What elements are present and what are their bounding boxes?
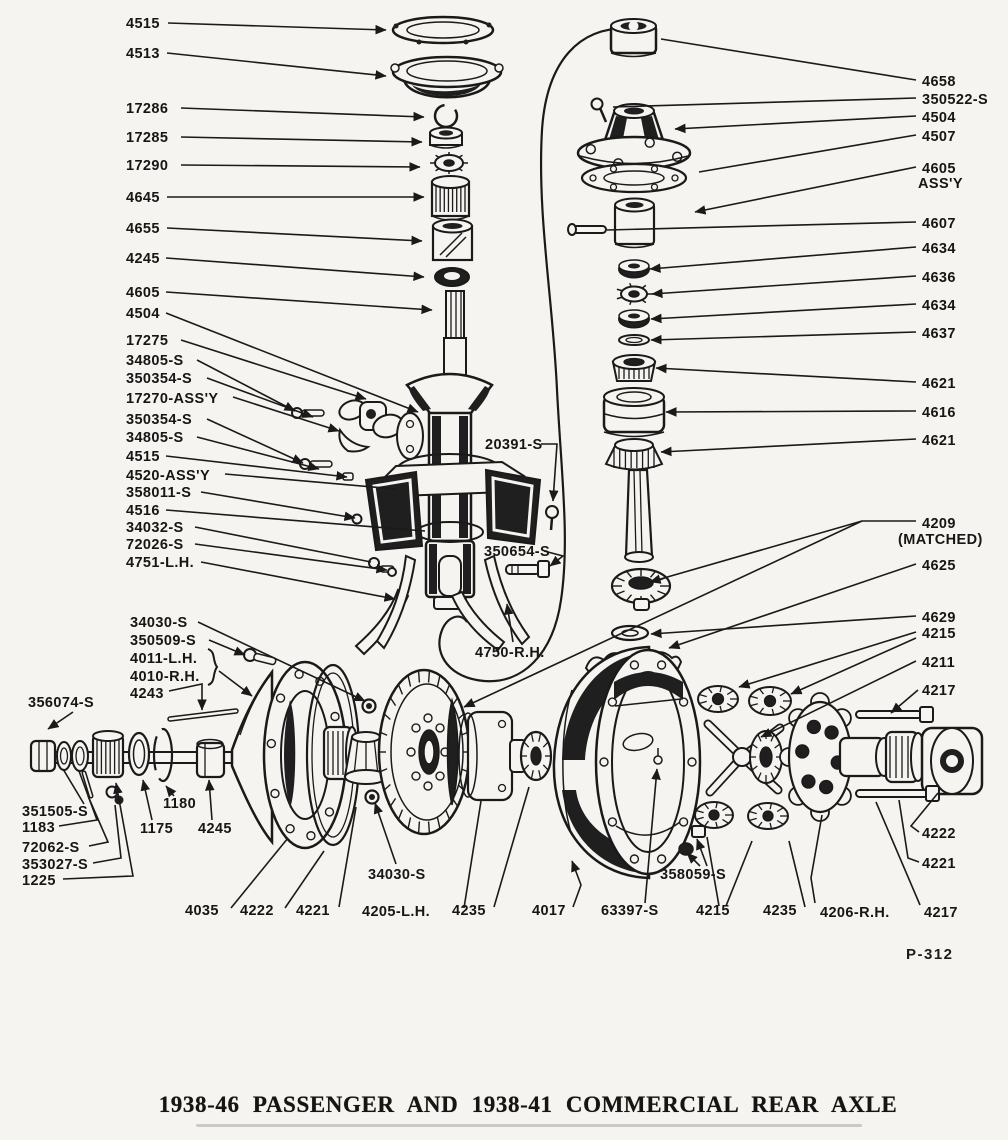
part-label: 4504 bbox=[922, 110, 956, 126]
leader-line bbox=[791, 638, 916, 694]
part-bolt-20391-drawing bbox=[546, 506, 558, 530]
part-label: 72026-S bbox=[126, 537, 184, 553]
part-label: 63397-S bbox=[601, 903, 659, 919]
part-label: 4222 bbox=[922, 826, 956, 842]
leader-line bbox=[285, 851, 324, 908]
part-axle-housing-4017-drawing bbox=[554, 647, 700, 878]
part-gasket-4515-drawing bbox=[393, 17, 493, 45]
part-nut-4634-upper-drawing bbox=[619, 260, 649, 278]
part-label: 4217 bbox=[924, 905, 958, 921]
part-label: 4655 bbox=[126, 221, 160, 237]
leader-line bbox=[651, 332, 916, 340]
leader-line bbox=[687, 853, 700, 866]
leader-line bbox=[93, 805, 121, 863]
leader-line bbox=[697, 839, 707, 866]
part-label: 4035 bbox=[185, 903, 219, 919]
part-bearing-4645-drawing bbox=[432, 176, 469, 220]
part-label: (MATCHED) bbox=[898, 532, 983, 548]
leader-line bbox=[207, 419, 303, 463]
part-cup-4616-drawing bbox=[604, 388, 664, 437]
part-gasket-oval-drawing bbox=[397, 413, 423, 459]
part-side-gears-4215-upper-drawing bbox=[698, 686, 791, 715]
part-label: 4634 bbox=[922, 241, 956, 257]
part-bushing-4655-drawing bbox=[433, 220, 472, 261]
part-label: 4504 bbox=[126, 306, 160, 322]
part-label: 20391-S bbox=[485, 437, 543, 453]
caption-title: 1938-46 PASSENGER AND 1938-41 COMMERCIAL REAR AXLE bbox=[158, 1092, 898, 1117]
part-bearing-4621-upper-drawing bbox=[613, 355, 655, 381]
leader-line bbox=[656, 368, 916, 382]
leader-line bbox=[726, 841, 752, 906]
leader-line bbox=[167, 228, 422, 241]
part-snap-ring-17286-drawing bbox=[435, 105, 457, 127]
part-label: 4637 bbox=[922, 326, 956, 342]
part-label: 34032-S bbox=[126, 520, 184, 536]
leader-line bbox=[181, 108, 424, 117]
part-bearing-4221-right-drawing bbox=[886, 732, 925, 782]
part-spacer-4245-drawing bbox=[197, 740, 224, 778]
part-label: 358059-S bbox=[660, 867, 727, 883]
part-washer-4636-drawing bbox=[617, 283, 653, 304]
leader-line bbox=[652, 276, 916, 294]
part-label: 17286 bbox=[126, 101, 169, 117]
part-label: 4017 bbox=[532, 903, 566, 919]
part-label: 34030-S bbox=[368, 867, 426, 883]
leader-line bbox=[195, 527, 371, 562]
part-label: 350522-S bbox=[922, 92, 989, 108]
leader-line bbox=[739, 632, 916, 687]
part-label: ASS'Y bbox=[918, 176, 963, 192]
leader-line bbox=[661, 39, 916, 80]
leader-line bbox=[899, 800, 919, 862]
leader-line bbox=[143, 780, 152, 820]
part-label: 350354-S bbox=[126, 371, 193, 387]
leader-line bbox=[541, 444, 557, 501]
part-label: 4605 bbox=[922, 161, 956, 177]
part-label: 1183 bbox=[22, 820, 56, 836]
part-label: 17275 bbox=[126, 333, 169, 349]
part-ujoint-17270-drawing bbox=[337, 397, 406, 451]
part-label: 350654-S bbox=[484, 544, 551, 560]
leader-line bbox=[891, 690, 918, 713]
leader-line bbox=[661, 439, 916, 452]
leader-line bbox=[876, 802, 920, 905]
part-pinion-gear-4209-drawing bbox=[612, 569, 670, 610]
part-toothed-wheel-drawing bbox=[750, 731, 782, 783]
part-label: 356074-S bbox=[28, 695, 95, 711]
part-label: 34030-S bbox=[130, 615, 188, 631]
leader-line bbox=[572, 861, 581, 907]
part-pinion-4625-drawing bbox=[625, 470, 653, 562]
part-ring-1175-drawing bbox=[129, 733, 149, 775]
leader-line bbox=[166, 258, 424, 277]
leader-line bbox=[651, 616, 916, 634]
part-label: 4625 bbox=[922, 558, 956, 574]
part-label: 4605 bbox=[126, 285, 160, 301]
plate-number: P-312 bbox=[906, 946, 954, 963]
part-label: 4607 bbox=[922, 216, 956, 232]
leader-line bbox=[699, 135, 916, 172]
part-label: 1175 bbox=[140, 821, 174, 837]
leader-line bbox=[167, 53, 386, 76]
part-label: 4751-L.H. bbox=[126, 555, 195, 571]
part-label: 34805-S bbox=[126, 353, 184, 369]
part-label: 4209 bbox=[922, 516, 956, 532]
part-ring-4245-drawing bbox=[435, 268, 469, 286]
part-label: 4235 bbox=[763, 903, 797, 919]
leader-line bbox=[669, 564, 916, 648]
leader-line bbox=[811, 815, 822, 903]
part-bearing-4621-lower-drawing bbox=[606, 439, 662, 470]
part-label: 4222 bbox=[240, 903, 274, 919]
part-side-gears-4215-lower-drawing bbox=[695, 802, 788, 829]
label-bracket bbox=[208, 649, 217, 685]
part-label: 4515 bbox=[126, 449, 160, 465]
part-label: 351505-S bbox=[22, 804, 89, 820]
part-label: 17285 bbox=[126, 130, 169, 146]
part-clip-353027-drawing bbox=[107, 787, 124, 805]
part-label: 1180 bbox=[163, 796, 197, 812]
part-label: 4629 bbox=[922, 610, 956, 626]
part-label: 17270-ASS'Y bbox=[126, 391, 219, 407]
part-ring-gear-4209-drawing bbox=[379, 670, 469, 834]
part-label: 358011-S bbox=[126, 485, 192, 501]
part-nut-17285-drawing bbox=[430, 128, 462, 149]
part-label: 4206-R.H. bbox=[820, 905, 890, 921]
leader-line bbox=[666, 411, 916, 412]
part-label: 4507 bbox=[922, 129, 956, 145]
part-label: 4658 bbox=[922, 74, 956, 90]
part-diff-case-4205-drawing bbox=[459, 712, 526, 800]
part-label: 4215 bbox=[696, 903, 730, 919]
part-label: 4750-R.H. bbox=[475, 645, 545, 661]
part-label: 4010-R.H. bbox=[130, 669, 200, 685]
leader-line bbox=[650, 247, 916, 269]
part-label: 4211 bbox=[922, 655, 956, 671]
part-label: 4621 bbox=[922, 376, 956, 392]
leader-line bbox=[464, 801, 481, 908]
part-gasket-4507-drawing bbox=[582, 164, 686, 192]
leader-line bbox=[169, 684, 202, 710]
part-key-4243-drawing bbox=[170, 711, 236, 719]
leader-line bbox=[166, 292, 432, 310]
leader-line bbox=[168, 23, 386, 30]
part-label: 4217 bbox=[922, 683, 956, 699]
part-washer-4637-drawing bbox=[619, 335, 649, 345]
part-bolt-350522-drawing bbox=[592, 99, 607, 123]
part-label: 4634 bbox=[922, 298, 956, 314]
part-cup-4222-right-drawing bbox=[922, 728, 982, 794]
part-label: 4221 bbox=[296, 903, 330, 919]
part-label: 1225 bbox=[22, 873, 56, 889]
part-bearing-1225-drawing bbox=[93, 731, 123, 777]
part-label: 4011-L.H. bbox=[130, 651, 198, 667]
part-label: 34805-S bbox=[126, 430, 184, 446]
part-label: 4513 bbox=[126, 46, 160, 62]
part-sleeve-4605-drawing bbox=[615, 199, 654, 248]
part-ring-4629-drawing bbox=[612, 626, 648, 640]
part-label: 4221 bbox=[922, 856, 956, 872]
part-label: 72062-S bbox=[22, 840, 80, 856]
part-bolt-350654-drawing bbox=[506, 561, 549, 577]
part-label: 4520-ASS'Y bbox=[126, 468, 211, 484]
part-label: 4515 bbox=[126, 16, 160, 32]
part-label: 4516 bbox=[126, 503, 160, 519]
leader-line bbox=[651, 304, 916, 319]
part-side-gear-4235-left-drawing bbox=[521, 732, 551, 780]
part-housing-4504-drawing bbox=[578, 104, 690, 169]
part-label: 4245 bbox=[198, 821, 232, 837]
leader-line bbox=[339, 807, 356, 907]
part-label: 350354-S bbox=[126, 412, 193, 428]
part-nut-4634-lower-drawing bbox=[619, 310, 649, 328]
leader-line bbox=[494, 787, 529, 907]
part-pin-4607-drawing bbox=[568, 224, 606, 235]
part-label: 350509-S bbox=[130, 633, 197, 649]
part-label: 4205-L.H. bbox=[362, 904, 431, 920]
part-label: 17290 bbox=[126, 158, 169, 174]
part-label: 4636 bbox=[922, 270, 956, 286]
part-label: 4235 bbox=[452, 903, 486, 919]
part-washers-351505-1183-drawing bbox=[57, 741, 88, 771]
part-label: 4621 bbox=[922, 433, 956, 449]
leader-line bbox=[613, 98, 916, 107]
part-label: 4215 bbox=[922, 626, 956, 642]
leader-line bbox=[181, 165, 420, 167]
leader-line bbox=[209, 780, 212, 820]
leader-line bbox=[650, 521, 916, 582]
part-label: 4616 bbox=[922, 405, 956, 421]
part-label: 4243 bbox=[130, 686, 164, 702]
leader-line bbox=[789, 841, 805, 907]
print-smear bbox=[196, 1124, 862, 1127]
leader-line bbox=[219, 671, 252, 696]
part-retainer-4513-drawing bbox=[391, 57, 503, 97]
leader-line bbox=[695, 167, 916, 212]
part-label: 353027-S bbox=[22, 857, 89, 873]
part-washer-17290-drawing bbox=[430, 152, 468, 174]
leader-line bbox=[181, 137, 422, 142]
part-nut-356074-drawing bbox=[31, 741, 55, 771]
leader-line bbox=[231, 838, 288, 908]
leader-line bbox=[48, 712, 73, 729]
leader-line bbox=[675, 116, 916, 129]
part-label: 4645 bbox=[126, 190, 160, 206]
part-bearing-4658-drawing bbox=[611, 19, 656, 57]
part-label: 4245 bbox=[126, 251, 160, 267]
leader-line bbox=[207, 378, 313, 417]
leader-line bbox=[166, 786, 174, 796]
